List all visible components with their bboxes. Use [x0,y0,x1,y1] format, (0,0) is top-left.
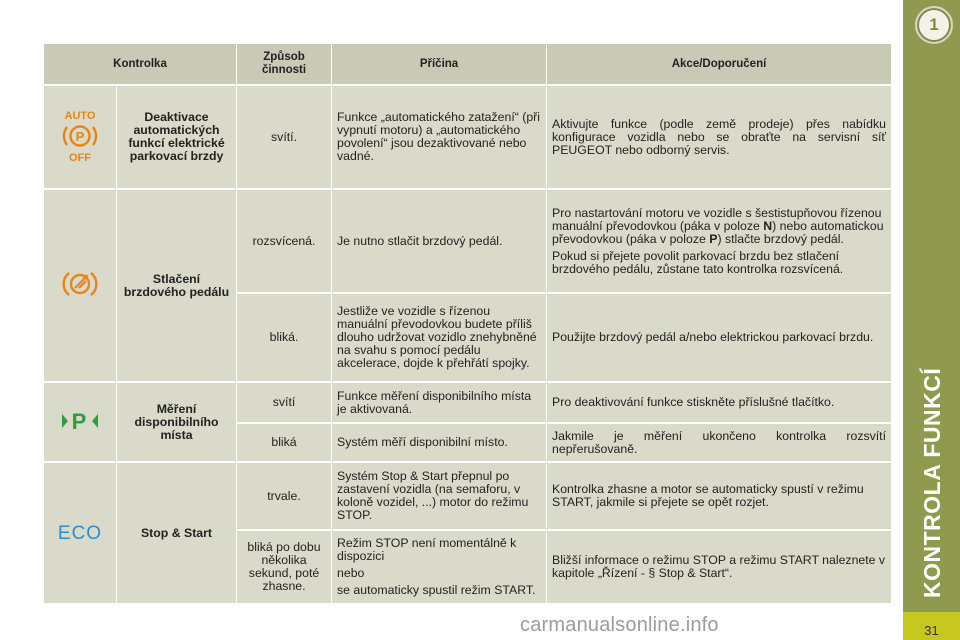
cause: Funkce „automatického zatažení“ (při vypnutí motoru) a „automatického povolení“ jsou dezaktivované nebo vadné. [332,86,547,190]
cause: Je nutno stlačit brzdový pedál. [332,190,547,294]
action-paragraph: Pokud si přejete povolit parkovací brzdu bez stlačení brzdového pedálu, zůstane tato kontrolka rozsvícená. [552,248,844,276]
svg-text:ECO: ECO [57,522,103,543]
header-kontrolka: Kontrolka [44,44,237,86]
table-header-row [44,44,892,86]
action: Pro deaktivování funkce stiskněte příslušné tlačítko. [547,383,892,424]
brake-pedal-icon [44,190,117,383]
parking-space-measurement-icon [44,383,117,463]
operation-mode: trvale. [237,463,332,531]
action: Kontrolka zhasne a motor se automaticky spustí v režimu START, jakmile si přejete se opět rozjet. [547,463,892,531]
light-name: Stlačení brzdového pedálu [117,190,237,383]
eco-icon [44,463,117,605]
action-paragraph: Pro nastartování motoru ve vozidle s šestistupňovou řízenou manuální převodovkou (páka v poloze N) nebo automatickou převodovkou (páka v poloze P) stlačte brzdový pedál. [552,205,884,246]
page-number: 31 [903,612,960,640]
light-name: Deaktivace automatických funkcí elektrické parkovací brzdy [117,86,237,190]
action: Bližší informace o režimu STOP a režimu START naleznete v kapitole „Řízení - § Stop & Start“. [547,531,892,605]
action [547,190,892,294]
chapter-title: KONTROLA FUNKCÍ [919,367,945,598]
auto-parking-brake-off-icon [44,86,117,190]
table-row [44,463,892,531]
svg-text:P: P [75,128,85,144]
svg-text:AUTO: AUTO [64,109,96,122]
header-akce: Akce/Doporučení [547,44,892,86]
table-row [44,190,892,294]
operation-mode: bliká po dobu několika sekund, poté zhasne. [237,531,332,605]
light-name: Stop & Start [117,463,237,605]
header-pricina: Příčina [332,44,547,86]
cause: Jestliže ve vozidle s řízenou manuální převodovkou budete příliš dlouho udržovat vozidlo znehybněné na svahu s pomocí pedálu akcelerace, dojde k přehřátí spojky. [332,294,547,383]
table-row [44,86,892,190]
chapter-number-badge [915,6,953,44]
cause: Systém Stop & Start přepnul po zastavení vozidla (na semaforu, v koloně vozidel, ...) motor do režimu STOP. [332,463,547,531]
action: Aktivujte funkce (podle země prodeje) přes nabídku konfigurace vozidla nebo se obraťte na servisní síť PEUGEOT nebo odborný servis. [547,86,892,190]
operation-mode: rozsvícená. [237,190,332,294]
light-name: Měření disponibilního místa [117,383,237,463]
header-zpusob: Způsob činnosti [237,44,332,86]
operation-mode: bliká [237,424,332,463]
cause-paragraph: nebo [337,566,365,580]
chapter-number: 1 [929,15,939,34]
operation-mode: bliká. [237,294,332,383]
svg-text:P: P [71,408,87,434]
action: Jakmile je měření ukončeno kontrolka rozsvítí nepřerušovaně. [547,424,892,463]
cause: Systém měří disponibilní místo. [332,424,547,463]
table-row [44,383,892,424]
svg-text:OFF: OFF [69,151,91,164]
cause: Funkce měření disponibilního místa je aktivovaná. [332,383,547,424]
cause [332,531,547,605]
operation-mode: svítí. [237,86,332,190]
warning-lights-table [44,44,892,605]
cause-paragraph: se automaticky spustil režim START. [337,583,536,597]
cause-paragraph: Režim STOP není momentálně k dispozici [337,536,517,563]
action: Použijte brzdový pedál a/nebo elektrickou parkovací brzdu. [547,294,892,383]
operation-mode: svítí [237,383,332,424]
watermark: carmanualsonline.info [520,614,719,636]
